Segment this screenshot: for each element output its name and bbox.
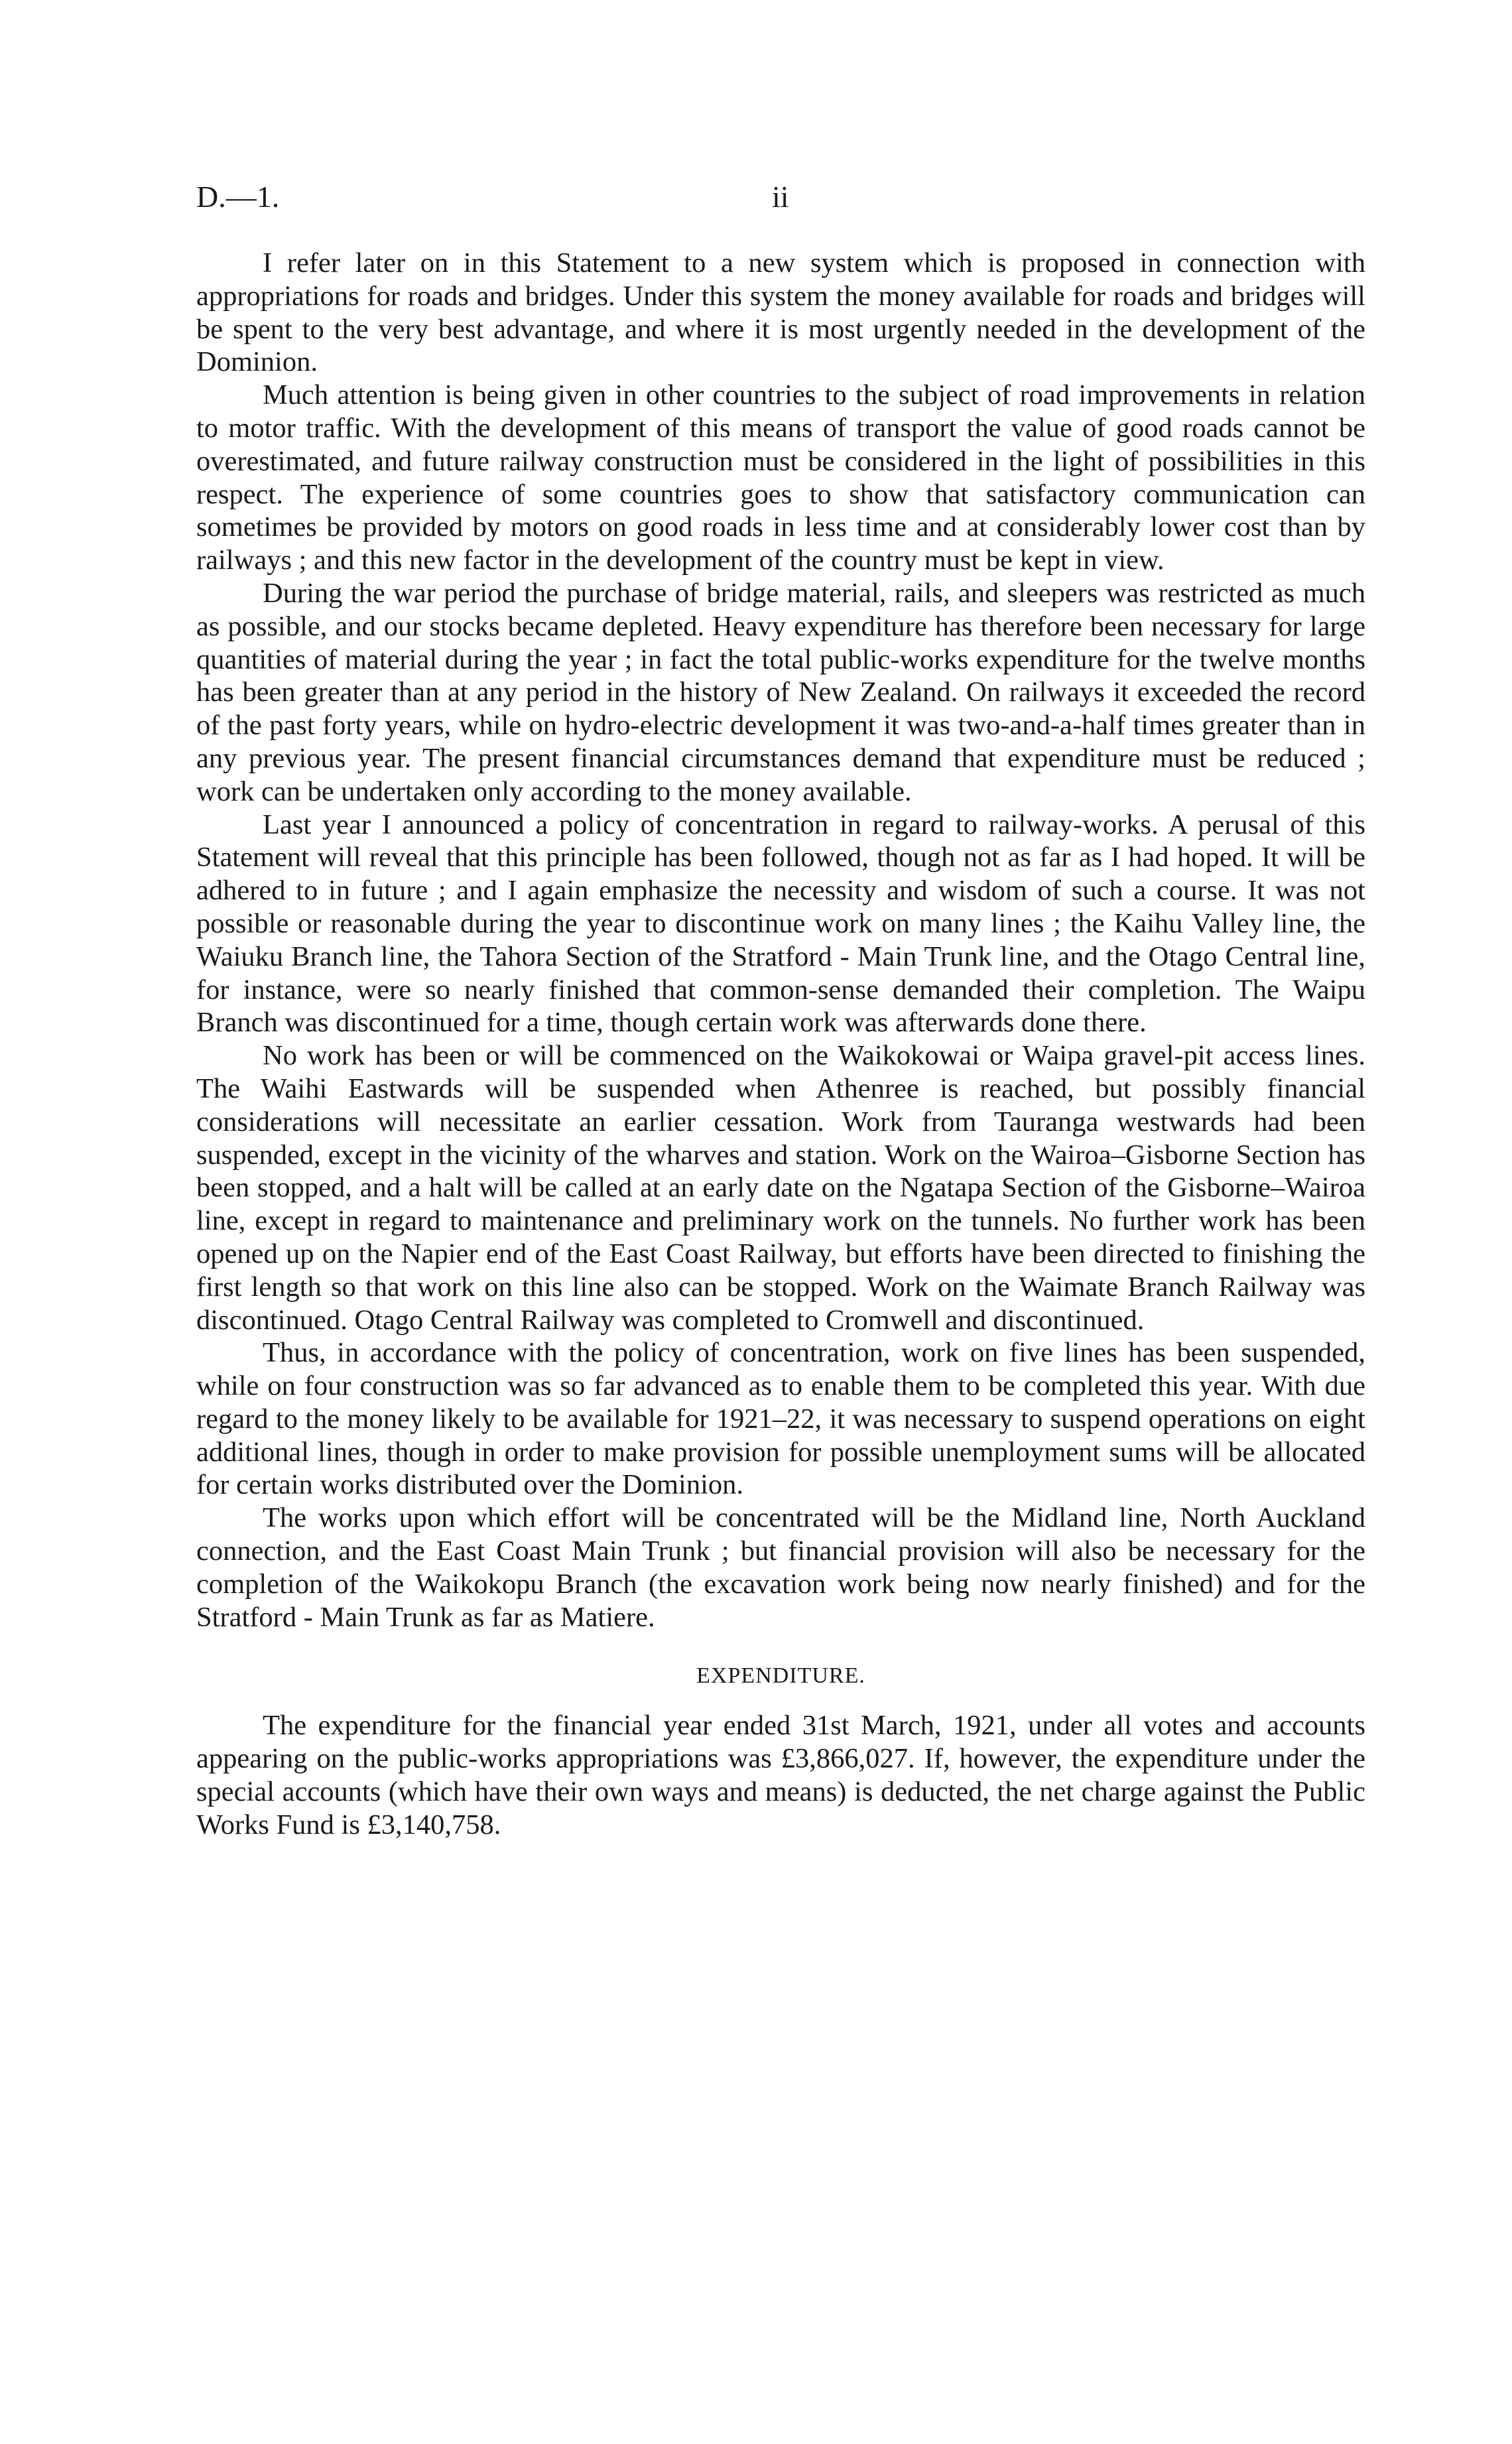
document-reference: D.—1. xyxy=(196,180,280,214)
section-heading-expenditure: EXPENDITURE. xyxy=(696,1663,865,1689)
page-number: ii xyxy=(772,180,789,214)
paragraph-roads-bridges: I refer later on in this Statement to a new system which is proposed in connection with appropriations for roads and bridges. Under this system the money available for roads and bridges will be spent to the very best advantage, and where it is most urgently needed in the development of the Dominion. xyxy=(196,247,1365,378)
paragraph-expenditure: The expenditure for the financial year ended 31st March, 1921, under all votes and accounts appearing on the public-works appropriations was £3,866,027. If, however, the expenditure under the special accounts (which have their own ways and means) is deducted, the net charge against the Public Works Fund is £3,140,758. xyxy=(196,1710,1365,1840)
statement-body xyxy=(196,247,1365,1842)
paragraph-suspended-lines: No work has been or will be commenced on the Waikokowai or Waipa gravel-pit access lines. The Waihi Eastwards will be suspended when Athenree is reached, but possibly financial considerations will necessitate an earlier cessation. Work from Tauranga westwards had been suspended, except in the vicinity of the wharves and station. Work on the Wairoa–Gisborne Section has been stopped, and a halt will be called at an early date on the Ngatapa Section of the Gisborne–Wairoa line, except in regard to maintenance and preliminary work on the tunnels. No further work has been opened up on the Napier end of the East Coast Railway, but efforts have been directed to finishing the first length so that work on this line also can be stopped. Work on the Waimate Branch Railway was discontinued. Otago Central Railway was completed to Cromwell and discontinued. xyxy=(196,1040,1365,1336)
paragraph-concentration-policy: Last year I announced a policy of concentration in regard to railway-works. A perusal of this Statement will reveal that this principle has been followed, though not as far as I had hoped. It will be adhered to in future ; and I again emphasize the necessity and wisdom of such a course. It was not possible or reasonable during the year to discontinue work on many lines ; the Kaihu Valley line, the Waiuku Branch line, the Tahora Section of the Stratford - Main Trunk line, and the Otago Central line, for instance, were so nearly finished that common-sense demanded their completion. The Waipu Branch was discontinued for a time, though certain work was afterwards done there. xyxy=(196,808,1365,1039)
paragraph-concentrated-works: The works upon which effort will be concentrated will be the Midland line, North Auckland connection, and the East Coast Main Trunk ; but financial provision will also be necessary for the completion of the Waikokopu Branch (the excavation work being now nearly finished) and for the Stratford - Main Trunk as far as Matiere. xyxy=(196,1502,1365,1633)
paragraph-motor-traffic: Much attention is being given in other countries to the subject of road improvements in relation to motor traffic. With the development of this means of transport the value of good roads cannot be overestimated, and future railway construction must be considered in the light of possibilities in this respect. The experience of some countries goes to show that satisfactory communication can sometimes be provided by motors on good roads in less time and at considerably lower cost than by railways ; and this new factor in the development of the country must be kept in view. xyxy=(196,379,1365,576)
paragraph-war-period: During the war period the purchase of bridge material, rails, and sleepers was restricted as much as possible, and our stocks became depleted. Heavy expenditure has therefore been necessary for large quantities of material during the year ; in fact the total public-works expenditure for the twelve months has been greater than at any period in the history of New Zealand. On railways it exceeded the record of the past forty years, while on hydro-electric development it was two-and-a-half times greater than in any previous year. The present financial circumstances demand that expenditure must be reduced ; work can be undertaken only according to the money available. xyxy=(196,577,1365,807)
paragraph-five-lines: Thus, in accordance with the policy of concentration, work on five lines has been suspended, while on four construction was so far advanced as to enable them to be completed this year. With due regard to the money likely to be available for 1921–22, it was necessary to suspend operations on eight additional lines, though in order to make provision for possible unemployment sums will be allocated for certain works distributed over the Dominion. xyxy=(196,1337,1365,1501)
page-header xyxy=(196,179,1363,219)
